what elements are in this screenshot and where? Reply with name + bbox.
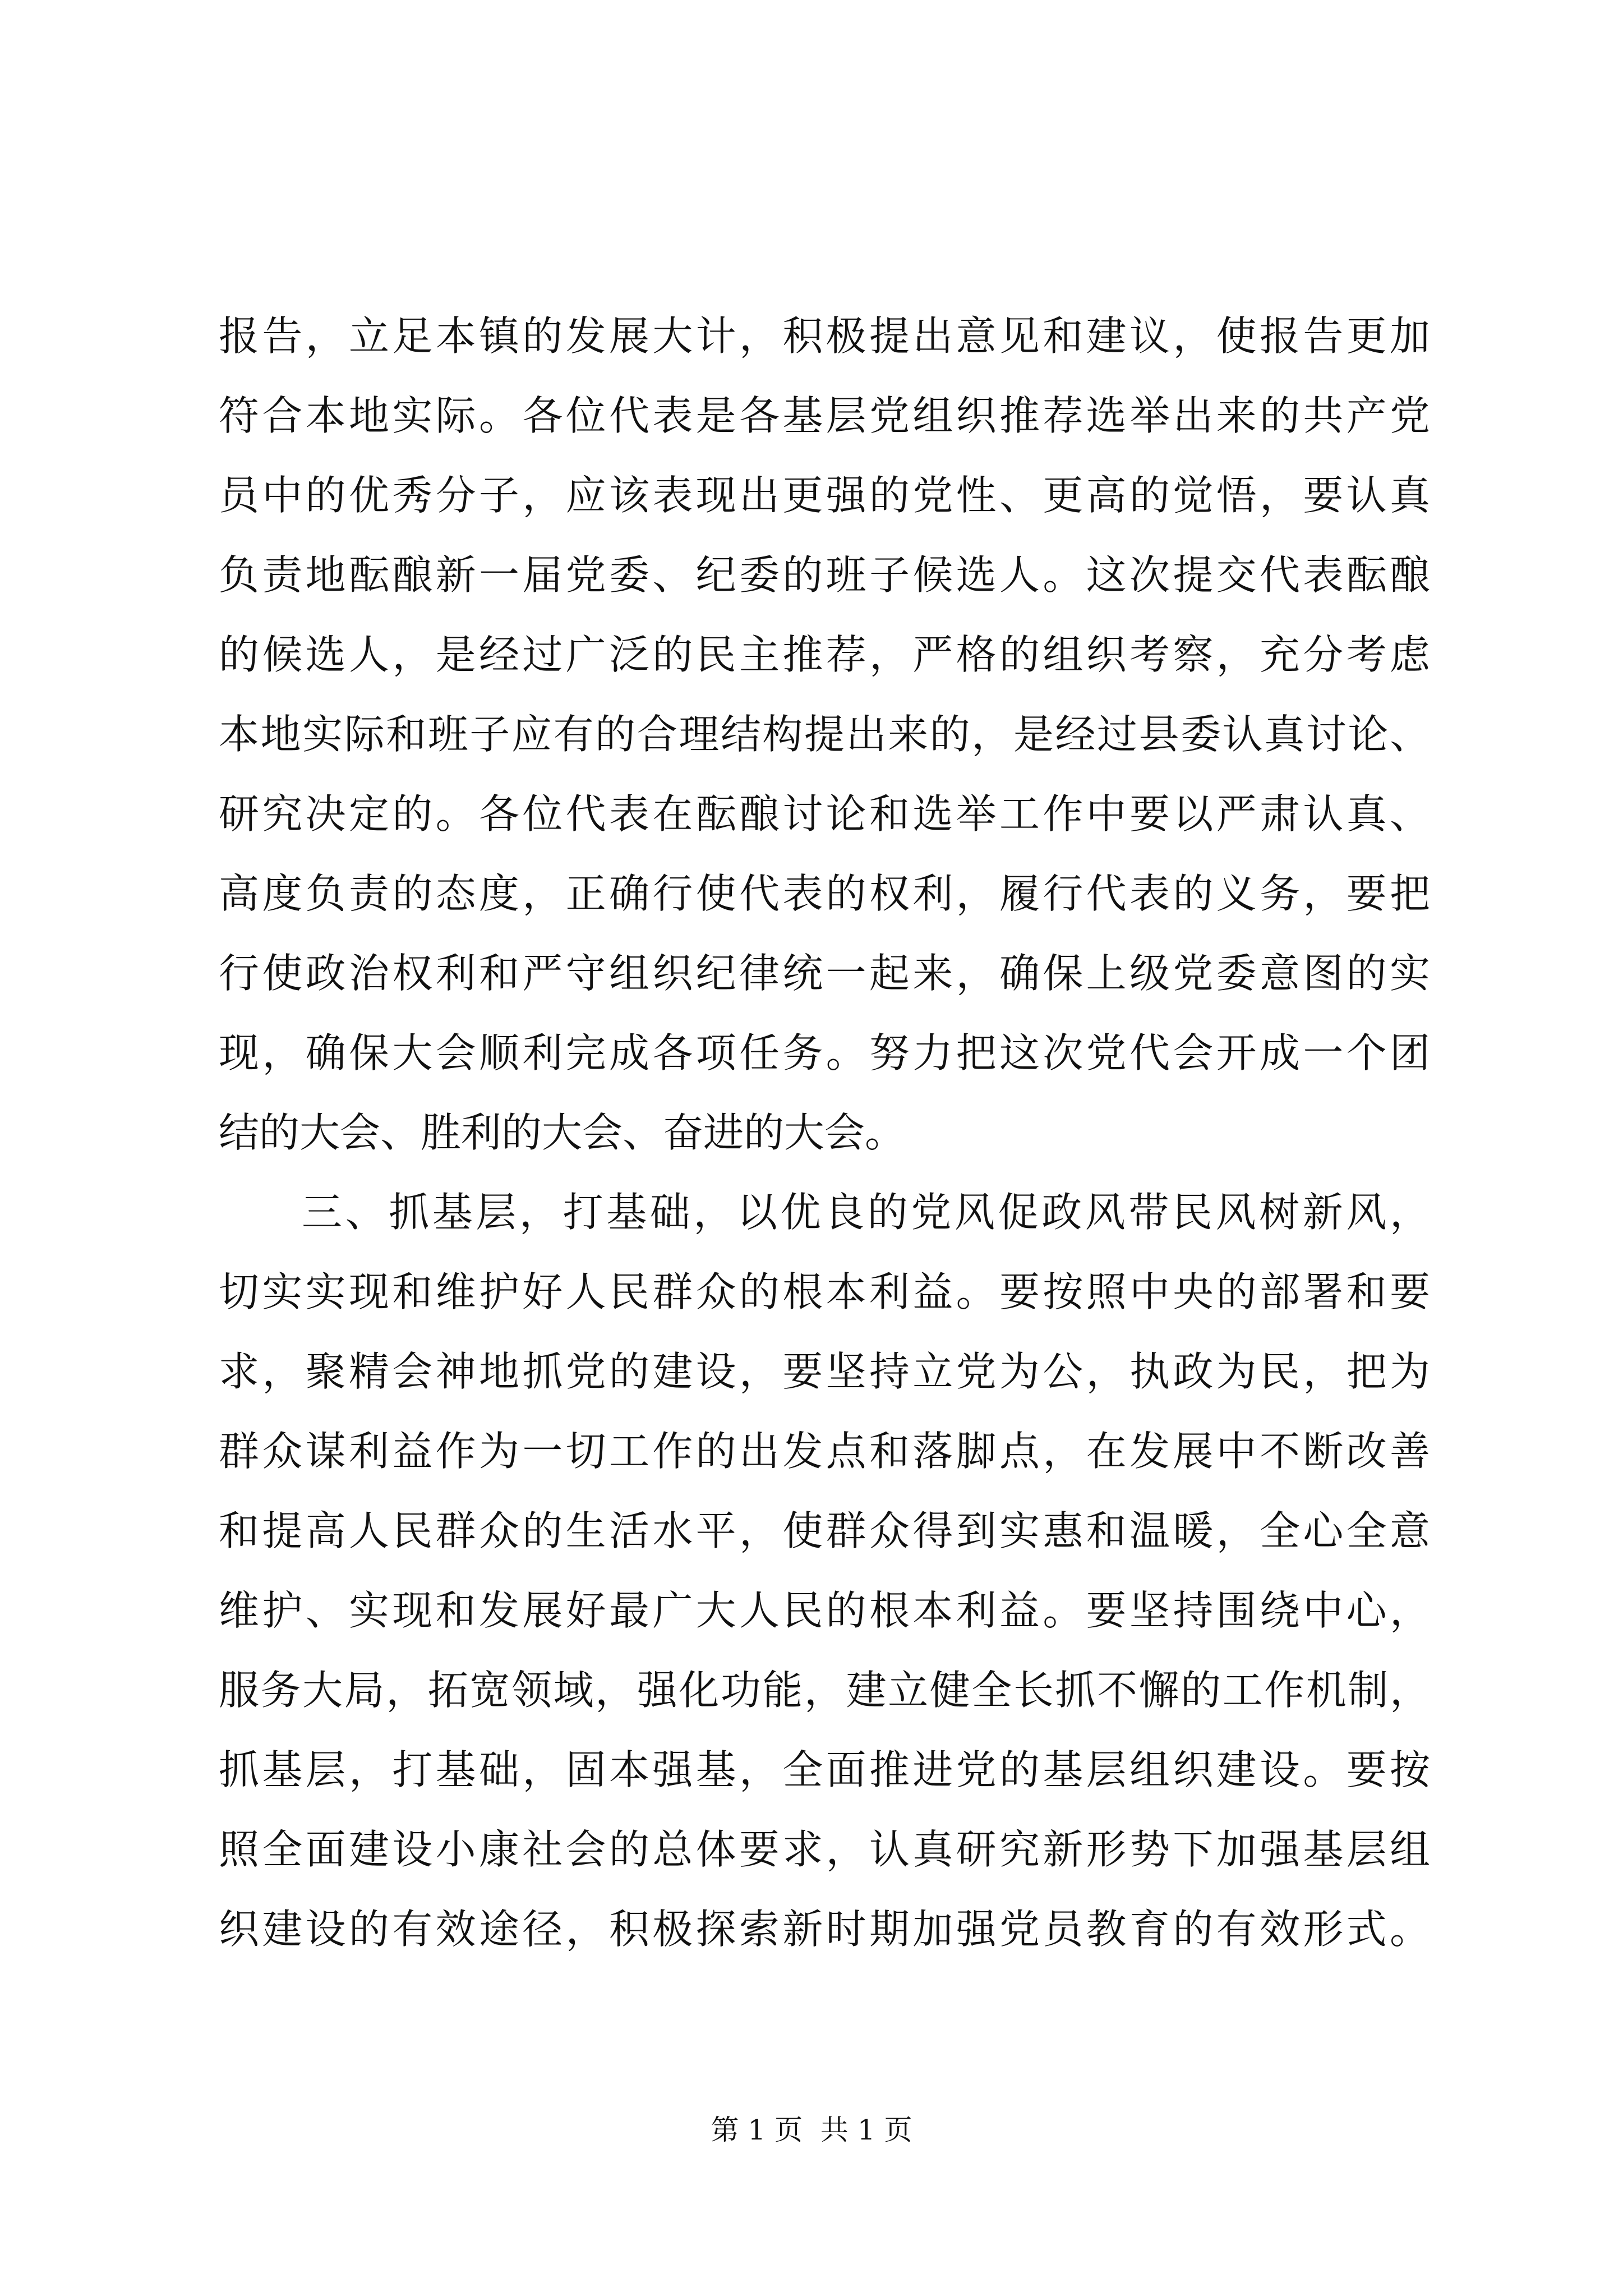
paragraph-1-line-6: 本地实际和班子应有的合理结构提出来的，是经过县委认真讨论、 [219, 711, 1430, 758]
paragraph-1-line-1: 报告，立足本镇的发展大计，积极提出意见和建议，使报告更加 [219, 312, 1430, 360]
paragraph-2-line-8: 抓基层，打基础，固本强基，全面推进党的基层组织建设。要按 [219, 1746, 1430, 1793]
paragraph-2-line-3: 求，聚精会神地抓党的建设，要坚持立党为公，执政为民，把为 [219, 1348, 1430, 1395]
paragraph-1-line-3: 员中的优秀分子，应该表现出更强的党性、更高的觉悟，要认真 [219, 472, 1430, 519]
paragraph-2-line-1: 三、抓基层，打基础，以优良的党风促政风带民风树新风， [302, 1189, 1430, 1236]
paragraph-1-line-4: 负责地酝酿新一届党委、纪委的班子候选人。这次提交代表酝酿 [219, 551, 1430, 599]
paragraph-1-line-8: 高度负责的态度，正确行使代表的权利，履行代表的义务，要把 [219, 870, 1430, 917]
paragraph-1-line-10: 现，确保大会顺利完成各项任务。努力把这次党代会开成一个团 [219, 1029, 1430, 1076]
document-body [219, 296, 1430, 1969]
paragraph-2-line-6: 维护、实现和发展好最广大人民的根本利益。要坚持围绕中心， [219, 1587, 1430, 1634]
paragraph-2-line-9: 照全面建设小康社会的总体要求，认真研究新形势下加强基层组 [219, 1826, 1430, 1873]
paragraph-2-line-2: 切实实现和维护好人民群众的根本利益。要按照中央的部署和要 [219, 1268, 1430, 1315]
paragraph-2-line-4: 群众谋利益作为一切工作的出发点和落脚点，在发展中不断改善 [219, 1428, 1430, 1475]
paragraph-1-line-2: 符合本地实际。各位代表是各基层党组织推荐选举出来的共产党 [219, 392, 1430, 439]
page-number-footer: 第 1 页 共 1 页 [711, 2114, 912, 2146]
paragraph-1-line-7: 研究决定的。各位代表在酝酿讨论和选举工作中要以严肃认真、 [219, 790, 1430, 838]
paragraph-2-line-7: 服务大局，拓宽领域，强化功能，建立健全长抓不懈的工作机制， [219, 1667, 1430, 1714]
paragraph-1-line-9: 行使政治权利和严守组织纪律统一起来，确保上级党委意图的实 [219, 950, 1430, 997]
paragraph-2-line-10: 织建设的有效途径，积极探索新时期加强党员教育的有效形式。 [219, 1906, 1430, 1953]
paragraph-2-line-5: 和提高人民群众的生活水平，使群众得到实惠和温暖，全心全意 [219, 1507, 1430, 1554]
paragraph-1-line-5: 的候选人，是经过广泛的民主推荐，严格的组织考察，充分考虑 [219, 631, 1430, 678]
paragraph-1-line-11: 结的大会、胜利的大会、奋进的大会。 [219, 1109, 906, 1156]
